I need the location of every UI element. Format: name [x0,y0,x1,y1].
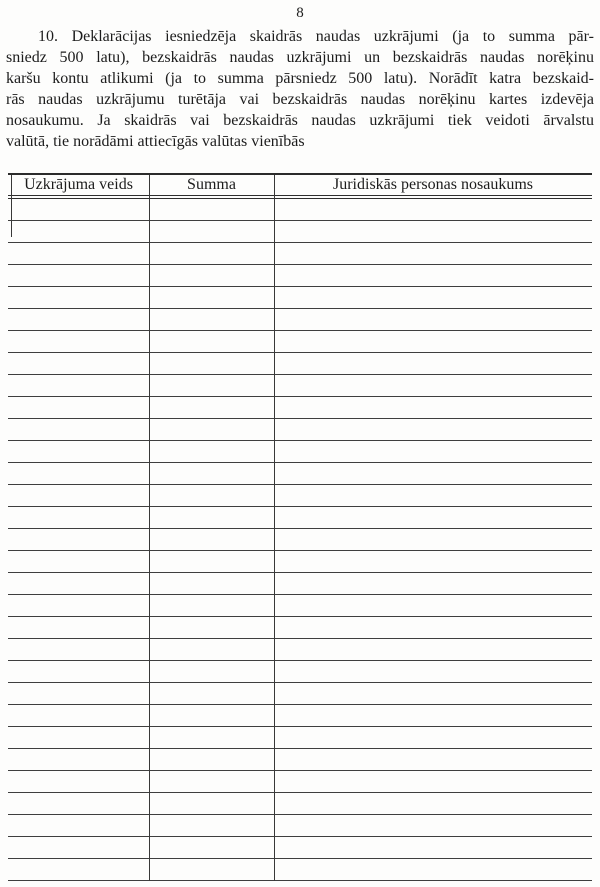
table-cell [8,815,149,836]
table-cell [274,353,592,374]
table-cell [8,683,149,704]
table-cell [8,859,149,880]
table-row [8,859,592,881]
table-cell [8,749,149,770]
table-cell [149,331,274,352]
table-cell [8,221,149,242]
table-cell [8,661,149,682]
table-cell [149,397,274,418]
table-row [8,397,592,419]
table-row [8,815,592,837]
table-cell [274,419,592,440]
table-row [8,243,592,265]
column-header-summa: Summa [187,176,236,193]
table-cell [274,639,592,660]
table-cell [8,617,149,638]
intro-line: nosaukumu. Ja skaidrās vai bezskaidrās naudas uzkrājumi tiek veidoti ārvalstu [6,112,594,129]
table-cell [274,243,592,264]
table-cell [149,683,274,704]
table-row [8,617,592,639]
table-cell [149,661,274,682]
table-cell [149,617,274,638]
table-cell [274,551,592,572]
table-cell [149,485,274,506]
table-row [8,353,592,375]
table-cell [149,199,274,220]
table-row [8,661,592,683]
table-row [8,507,592,529]
table-cell [149,815,274,836]
table-cell [274,485,592,506]
intro-paragraph [6,26,594,152]
savings-table [8,173,592,881]
table-cell [8,419,149,440]
table-cell [274,463,592,484]
column-divider [149,175,150,881]
table-cell [274,705,592,726]
table-cell [8,837,149,858]
table-cell [8,243,149,264]
table-header-row [8,175,592,199]
table-cell [8,397,149,418]
table-cell [274,441,592,462]
table-row [8,331,592,353]
table-row [8,199,592,221]
intro-line: karšu kontu atlikumi (ja to summa pārsniedz 500 latu). Norādīt katra bezskaid- [6,70,594,87]
table-cell [8,287,149,308]
table-cell [149,419,274,440]
table-row [8,793,592,815]
column-header-uzkrajuma-veids: Uzkrājuma veids [24,176,133,193]
table-row [8,705,592,727]
table-cell [8,573,149,594]
table-cell [274,771,592,792]
table-row [8,265,592,287]
table-cell [8,507,149,528]
column-header-juridiskas-personas-nosaukums: Juridiskās personas nosaukums [333,176,533,193]
table-cell [274,331,592,352]
table-left-border [11,175,12,237]
table-cell [8,551,149,572]
table-cell [8,793,149,814]
table-row [8,441,592,463]
table-cell [149,573,274,594]
table-cell [149,309,274,330]
table-cell [8,529,149,550]
table-body [8,199,592,881]
table-row [8,595,592,617]
table-row [8,529,592,551]
table-cell [8,705,149,726]
table-row [8,749,592,771]
table-cell [149,551,274,572]
table-row [8,573,592,595]
table-cell [8,199,149,220]
table-row [8,221,592,243]
table-cell [8,595,149,616]
table-cell [149,749,274,770]
table-row [8,551,592,573]
table-row [8,309,592,331]
table-cell [8,265,149,286]
table-cell [274,617,592,638]
table-cell [149,639,274,660]
table-cell [8,463,149,484]
table-cell [274,837,592,858]
table-cell [274,221,592,242]
table-row [8,727,592,749]
table-cell [149,463,274,484]
table-row [8,837,592,859]
table-cell [8,441,149,462]
column-divider [274,175,275,881]
table-cell [274,375,592,396]
table-cell [274,661,592,682]
intro-line: sniedz 500 latu), bezskaidrās naudas uzkrājumi un bezskaidrās naudas norēķinu [6,49,594,66]
table-cell [149,287,274,308]
intro-line: valūtā, tie norādāmi attiecīgās valūtas vienībās [6,133,305,150]
table-cell [8,375,149,396]
table-row [8,639,592,661]
page-number: 8 [296,5,304,21]
table-cell [274,749,592,770]
table-cell [274,287,592,308]
table-cell [8,309,149,330]
table-cell [149,243,274,264]
table-cell [274,265,592,286]
table-cell [8,727,149,748]
table-row [8,419,592,441]
table-row [8,287,592,309]
table-cell [149,441,274,462]
table-cell [149,859,274,880]
table-cell [8,485,149,506]
intro-line: rās naudas uzkrājumu turētāja vai bezskaidrās naudas norēķinu kartes izdevēja [6,91,594,108]
table-cell [149,793,274,814]
table-cell [149,727,274,748]
table-row [8,771,592,793]
table-cell [274,815,592,836]
table-cell [274,727,592,748]
table-cell [149,375,274,396]
table-cell [149,771,274,792]
table-row [8,683,592,705]
table-cell [274,309,592,330]
table-cell [149,221,274,242]
table-cell [8,331,149,352]
table-cell [8,639,149,660]
table-cell [149,507,274,528]
table-row [8,485,592,507]
table-cell [149,705,274,726]
table-cell [274,573,592,594]
table-cell [274,529,592,550]
table-cell [149,529,274,550]
table-row [8,375,592,397]
table-cell [274,397,592,418]
table-cell [149,353,274,374]
table-cell [274,793,592,814]
table-cell [8,771,149,792]
table-cell [149,837,274,858]
table-cell [149,265,274,286]
table-cell [274,683,592,704]
table-cell [274,507,592,528]
table-cell [149,595,274,616]
table-cell [274,595,592,616]
table-cell [274,199,592,220]
table-cell [274,859,592,880]
table-cell [8,353,149,374]
table-row [8,463,592,485]
intro-line: 10. Deklarācijas iesniedzēja skaidrās naudas uzkrājumi (ja to summa pār- [38,28,594,45]
